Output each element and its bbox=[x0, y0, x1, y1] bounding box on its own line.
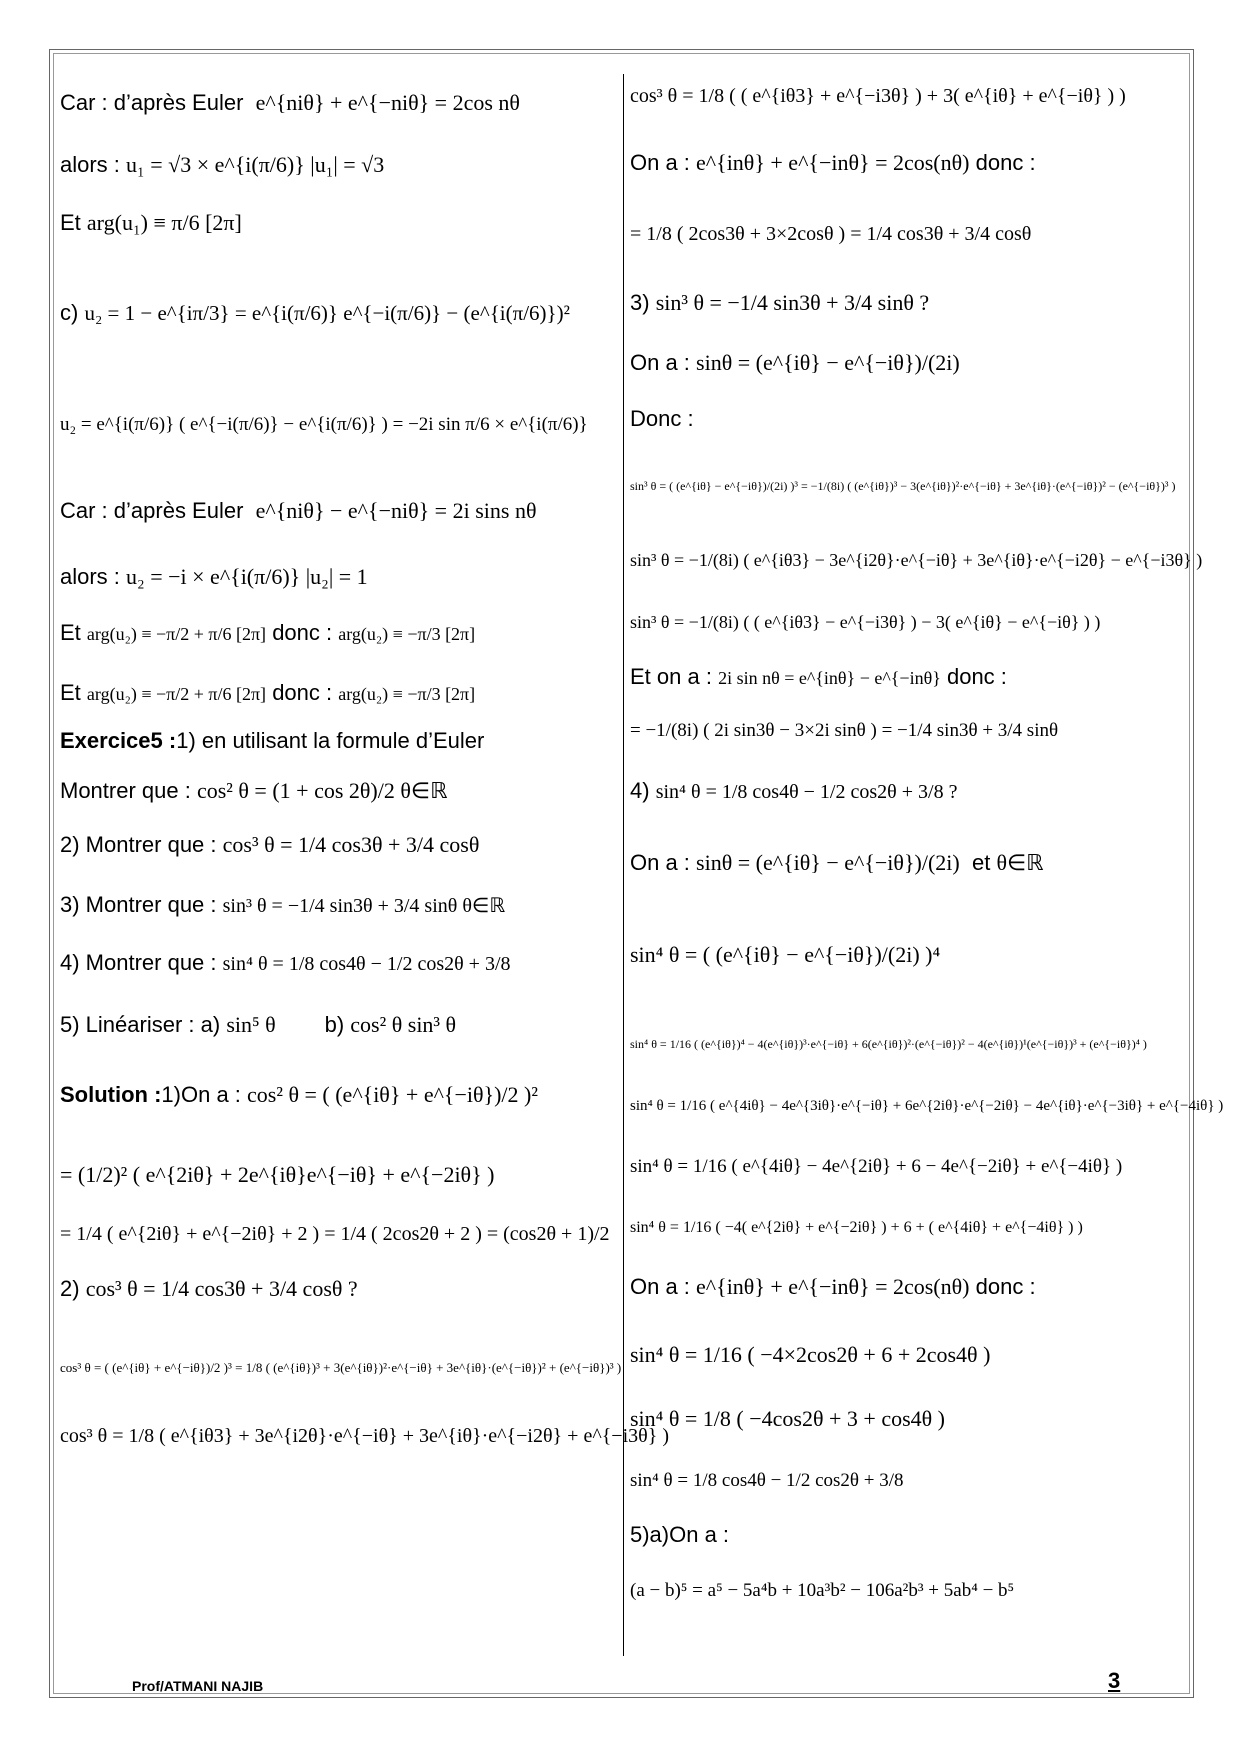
left-line-12 bbox=[60, 830, 479, 860]
right-line-12 bbox=[630, 776, 957, 807]
math-expression: cos³ θ = ( (e^{iθ} + e^{−iθ})/2 )³ = 1/8 ( (e^{iθ})³ + 3(e^{iθ})²·e^{−iθ} + 3e^{iθ}·(e^{−iθ})² + (e^{−iθ})³ ) bbox=[60, 1360, 622, 1375]
left-line-17 bbox=[60, 1160, 494, 1190]
left-line-13 bbox=[60, 890, 505, 921]
line-label: alors : bbox=[60, 564, 120, 589]
left-line-21 bbox=[60, 1420, 669, 1451]
left-line-15 bbox=[60, 1010, 456, 1040]
left-line-14 bbox=[60, 948, 511, 979]
left-line-4 bbox=[60, 298, 570, 328]
line-label: 2) Montrer que : bbox=[60, 832, 217, 857]
math-expression: e^{inθ} + e^{−inθ} = 2cos(nθ) bbox=[696, 150, 970, 175]
right-line-13 bbox=[630, 848, 1044, 878]
math-expression: sin³ θ = ( (e^{iθ} − e^{−iθ})/(2i) )³ = −1/(8i) ( (e^{iθ})³ − 3(e^{iθ})²·e^{−iθ} + 3e^{iθ}·(e^{−iθ})² − (e^{−iθ})³ ) bbox=[630, 479, 1176, 493]
right-line-14 bbox=[630, 940, 940, 970]
math-expression: sin⁴ θ = 1/8 ( −4cos2θ + 3 + cos4θ ) bbox=[630, 1406, 946, 1431]
math-expression: sin³ θ = −1/(8i) ( e^{iθ3} − 3e^{i2θ}·e^{−iθ} + 3e^{iθ}·e^{−i2θ} − e^{−i3θ} ) bbox=[630, 550, 1203, 570]
line-label: donc : bbox=[946, 664, 1007, 689]
right-line-6 bbox=[630, 404, 694, 434]
math-expression: sin⁴ θ = 1/8 cos4θ − 1/2 cos2θ + 3/8 bbox=[222, 953, 511, 975]
math-expression: u₂ = e^{i(π/6)} ( e^{−i(π/6)} − e^{i(π/6)} ) = −2i sin π/6 × e^{i(π/6)} bbox=[60, 414, 588, 435]
math-expression: sin⁴ θ = 1/16 ( −4×2cos2θ + 6 + 2cos4θ ) bbox=[630, 1342, 991, 1367]
line-label: On a : bbox=[630, 150, 690, 175]
math-expression: u₂ = 1 − e^{iπ/3} = e^{i(π/6)} e^{−i(π/6)} − (e^{i(π/6)})² bbox=[84, 301, 570, 325]
line-label: 3) Montrer que : bbox=[60, 892, 217, 917]
left-line-18 bbox=[60, 1218, 610, 1249]
left-line-5 bbox=[60, 408, 588, 440]
line-label: et bbox=[971, 850, 991, 875]
line-label: Car : d’après Euler bbox=[60, 90, 244, 115]
math-expression: u₁ = √3 × e^{i(π/6)} |u₁| = √3 bbox=[126, 152, 385, 177]
math-expression: sinθ = (e^{iθ} − e^{−iθ})/(2i) bbox=[696, 350, 960, 375]
left-line-19 bbox=[60, 1274, 358, 1304]
right-line-1 bbox=[630, 80, 1126, 111]
right-line-8 bbox=[630, 544, 1202, 575]
math-expression: arg(u₂) ≡ −π/2 + π/6 [2π] bbox=[86, 684, 267, 704]
line-label: 1)On a : bbox=[161, 1082, 241, 1107]
math-expression: sin⁴ θ = ( (e^{iθ} − e^{−iθ})/(2i) )⁴ bbox=[630, 942, 941, 967]
right-line-5 bbox=[630, 348, 960, 378]
math-expression: arg(u₁) ≡ π/6 [2π] bbox=[86, 210, 242, 235]
line-label: 4) Montrer que : bbox=[60, 950, 217, 975]
line-label: 3) bbox=[630, 290, 650, 315]
right-line-10 bbox=[630, 662, 1007, 693]
math-expression: arg(u₂) ≡ −π/3 [2π] bbox=[338, 624, 476, 644]
solution-heading bbox=[60, 1080, 538, 1110]
line-label: 2) bbox=[60, 1276, 80, 1301]
line-label: donc : bbox=[272, 620, 333, 645]
line-label: 5) Linéariser : a) bbox=[60, 1012, 221, 1037]
right-line-2 bbox=[630, 148, 1036, 178]
math-expression: sin⁴ θ = 1/16 ( (e^{iθ})⁴ − 4(e^{iθ})³·e^{−iθ} + 6(e^{iθ})²·(e^{−iθ})² − 4(e^{iθ})¹(e^{−iθ})³ + (e^{−iθ})⁴ ) bbox=[630, 1037, 1147, 1051]
math-expression: = 1/4 ( e^{2iθ} + e^{−2iθ} + 2 ) = 1/4 ( 2cos2θ + 2 ) = (cos2θ + 1)/2 bbox=[60, 1223, 610, 1245]
left-line-7 bbox=[60, 562, 368, 592]
right-line-16 bbox=[630, 1088, 1223, 1121]
left-line-20 bbox=[60, 1350, 621, 1383]
right-line-11 bbox=[630, 714, 1058, 746]
math-expression: e^{niθ} − e^{−niθ} = 2i sins nθ bbox=[255, 498, 537, 523]
math-expression: = 1/8 ( 2cos3θ + 3×2cosθ ) = 1/4 cos3θ + 3/4 cosθ bbox=[630, 223, 1032, 245]
line-label: On a : bbox=[630, 350, 690, 375]
solution-title: Solution : bbox=[60, 1082, 162, 1107]
right-line-17 bbox=[630, 1150, 1122, 1182]
right-line-18 bbox=[630, 1210, 1083, 1243]
line-label: alors : bbox=[60, 152, 120, 177]
line-label: 4) bbox=[630, 778, 650, 803]
line-label: Et bbox=[60, 620, 81, 645]
exercise-title: Exercice5 : bbox=[60, 728, 177, 753]
line-label: On a : bbox=[630, 1274, 690, 1299]
right-line-9 bbox=[630, 606, 1100, 637]
line-label: donc : bbox=[975, 1274, 1036, 1299]
right-line-24 bbox=[630, 1574, 1014, 1606]
math-expression: sin³ θ = −1/4 sin3θ + 3/4 sinθ θ∈ℝ bbox=[222, 895, 506, 917]
left-line-9 bbox=[60, 678, 475, 709]
right-line-21 bbox=[630, 1404, 945, 1434]
right-line-19 bbox=[630, 1272, 1036, 1302]
right-line-4 bbox=[630, 288, 929, 318]
line-label: Car : d’après Euler bbox=[60, 498, 244, 523]
left-line-8 bbox=[60, 618, 475, 649]
line-label: Donc : bbox=[630, 406, 694, 431]
math-expression: sin³ θ = −1/4 sin3θ + 3/4 sinθ ? bbox=[655, 290, 930, 315]
exercise-5-heading bbox=[60, 726, 484, 756]
math-expression: sin⁴ θ = 1/8 cos4θ − 1/2 cos2θ + 3/8 bbox=[630, 1470, 904, 1491]
page-number: 3 bbox=[1108, 1668, 1121, 1693]
line-label: Et bbox=[60, 680, 81, 705]
math-expression: 2i sin nθ = e^{inθ} − e^{−inθ} bbox=[718, 668, 941, 688]
footer-author: Prof/ATMANI NAJIB bbox=[132, 1678, 264, 1694]
line-label: donc : bbox=[272, 680, 333, 705]
math-expression: arg(u₂) ≡ −π/2 + π/6 [2π] bbox=[86, 624, 267, 644]
math-expression: θ∈ℝ bbox=[996, 850, 1044, 875]
line-label: b) bbox=[324, 1012, 345, 1037]
math-expression: cos² θ = (1 + cos 2θ)/2 θ∈ℝ bbox=[196, 778, 448, 803]
line-label: On a : bbox=[630, 850, 690, 875]
left-line-6 bbox=[60, 496, 536, 526]
left-line-2 bbox=[60, 150, 384, 180]
right-line-7 bbox=[630, 468, 1176, 501]
math-expression: sin³ θ = −1/(8i) ( ( e^{iθ3} − e^{−i3θ} ) − 3( e^{iθ} − e^{−iθ} ) ) bbox=[630, 612, 1101, 632]
right-line-20 bbox=[630, 1340, 990, 1370]
left-line-1 bbox=[60, 88, 520, 118]
line-label: Et on a : bbox=[630, 664, 712, 689]
right-line-3 bbox=[630, 218, 1031, 249]
line-label: 5)a)On a : bbox=[630, 1522, 730, 1547]
math-expression: cos³ θ = 1/8 ( e^{iθ3} + 3e^{i2θ}·e^{−iθ} + 3e^{iθ}·e^{−i2θ} + e^{−i3θ} ) bbox=[60, 1425, 669, 1447]
math-expression: sin⁵ θ bbox=[226, 1012, 276, 1037]
math-expression: e^{inθ} + e^{−inθ} = 2cos(nθ) bbox=[696, 1274, 970, 1299]
column-divider bbox=[623, 74, 624, 1656]
line-label: 1) en utilisant la formule d’Euler bbox=[176, 728, 485, 753]
math-expression: arg(u₂) ≡ −π/3 [2π] bbox=[338, 684, 476, 704]
math-expression: sin⁴ θ = 1/8 cos4θ − 1/2 cos2θ + 3/8 ? bbox=[655, 781, 958, 803]
math-expression: = −1/(8i) ( 2i sin3θ − 3×2i sinθ ) = −1/4 sin3θ + 3/4 sinθ bbox=[630, 720, 1059, 741]
math-expression: sinθ = (e^{iθ} − e^{−iθ})/(2i) bbox=[696, 850, 960, 875]
line-label: donc : bbox=[975, 150, 1036, 175]
line-label: Et bbox=[60, 210, 81, 235]
math-expression: cos³ θ = 1/4 cos3θ + 3/4 cosθ ? bbox=[85, 1276, 358, 1301]
math-expression: sin⁴ θ = 1/16 ( e^{4iθ} − 4e^{3iθ}·e^{−iθ} + 6e^{2iθ}·e^{−2iθ} − 4e^{iθ}·e^{−3iθ} + e^{−4iθ} ) bbox=[630, 1098, 1224, 1114]
math-expression: cos² θ = ( (e^{iθ} + e^{−iθ})/2 )² bbox=[247, 1082, 538, 1107]
line-label: Montrer que : bbox=[60, 778, 191, 803]
line-label: c) bbox=[60, 300, 79, 325]
math-expression: u₂ = −i × e^{i(π/6)} |u₂| = 1 bbox=[126, 564, 368, 589]
right-line-23 bbox=[630, 1520, 729, 1550]
math-expression: sin⁴ θ = 1/16 ( −4( e^{2iθ} + e^{−2iθ} ) + 6 + ( e^{4iθ} + e^{−4iθ} ) ) bbox=[630, 1219, 1083, 1236]
left-line-3 bbox=[60, 208, 242, 238]
math-expression: = (1/2)² ( e^{2iθ} + 2e^{iθ}e^{−iθ} + e^{−2iθ} ) bbox=[60, 1162, 495, 1187]
math-expression: sin⁴ θ = 1/16 ( e^{4iθ} − 4e^{2iθ} + 6 − 4e^{−2iθ} + e^{−4iθ} ) bbox=[630, 1156, 1123, 1177]
math-expression: cos³ θ = 1/8 ( ( e^{iθ3} + e^{−i3θ} ) + 3( e^{iθ} + e^{−iθ} ) ) bbox=[630, 85, 1126, 107]
right-line-22 bbox=[630, 1464, 904, 1496]
math-expression: cos² θ sin³ θ bbox=[350, 1012, 457, 1037]
left-line-11 bbox=[60, 776, 448, 806]
right-line-15 bbox=[630, 1026, 1147, 1059]
math-expression: e^{niθ} + e^{−niθ} = 2cos nθ bbox=[255, 90, 520, 115]
math-expression: cos³ θ = 1/4 cos3θ + 3/4 cosθ bbox=[222, 832, 480, 857]
math-expression: (a − b)⁵ = a⁵ − 5a⁴b + 10a³b² − 106a²b³ + 5ab⁴ − b⁵ bbox=[630, 1580, 1015, 1601]
